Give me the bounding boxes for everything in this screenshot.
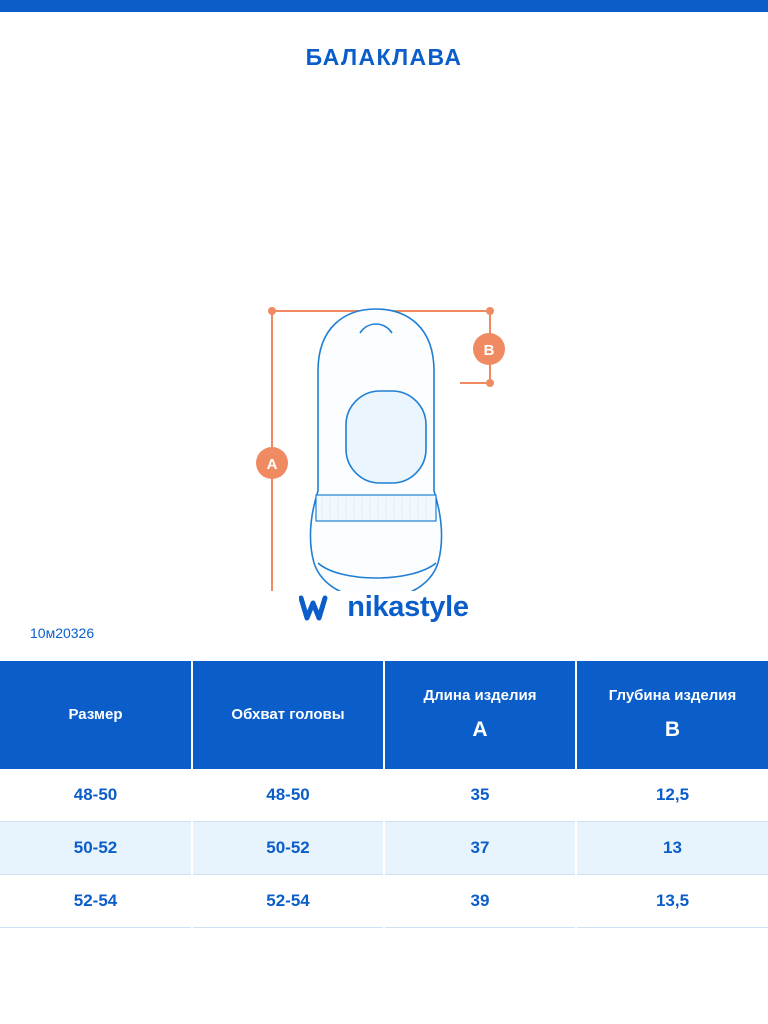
table-header-depth-label: Глубина изделия [608,687,737,705]
table-row [0,822,768,875]
table-header-length-letter: A [472,718,488,742]
cell-depth: 13 [576,822,768,875]
table-row [0,875,768,928]
size-table [0,661,768,928]
table-header-head-circumference [192,661,384,769]
table-header-length [384,661,576,769]
table-header-depth [576,661,768,769]
product-diagram [0,71,768,591]
cell-depth: 12,5 [576,769,768,822]
badge-a-label: A [266,456,278,473]
cell-size: 52-54 [0,875,192,928]
nikastyle-mark-icon [299,594,337,622]
cell-depth: 13,5 [576,875,768,928]
balaclava-illustration [0,71,768,591]
table-header-depth-letter: B [664,718,681,742]
article-number: 10м20326 [30,625,95,641]
table-header-head-circumference-label: Обхват головы [231,706,345,723]
brand-logo [0,591,768,624]
cell-size: 48-50 [0,769,192,822]
cell-head-circumference: 52-54 [192,875,384,928]
table-header-row [0,661,768,769]
cell-length: 37 [384,822,576,875]
table-row [0,769,768,822]
top-accent-bar [0,0,768,12]
cell-length: 39 [384,875,576,928]
table-header-size [0,661,192,769]
table-header-length-label: Длина изделия [423,687,537,705]
badge-b-label: B [483,342,495,359]
brand-name: nikastyle [347,591,469,623]
cell-length: 35 [384,769,576,822]
cell-head-circumference: 50-52 [192,822,384,875]
page-title: БАЛАКЛАВА [305,44,463,70]
cell-head-circumference: 48-50 [192,769,384,822]
table-header-size-label: Размер [68,706,123,723]
cell-size: 50-52 [0,822,192,875]
